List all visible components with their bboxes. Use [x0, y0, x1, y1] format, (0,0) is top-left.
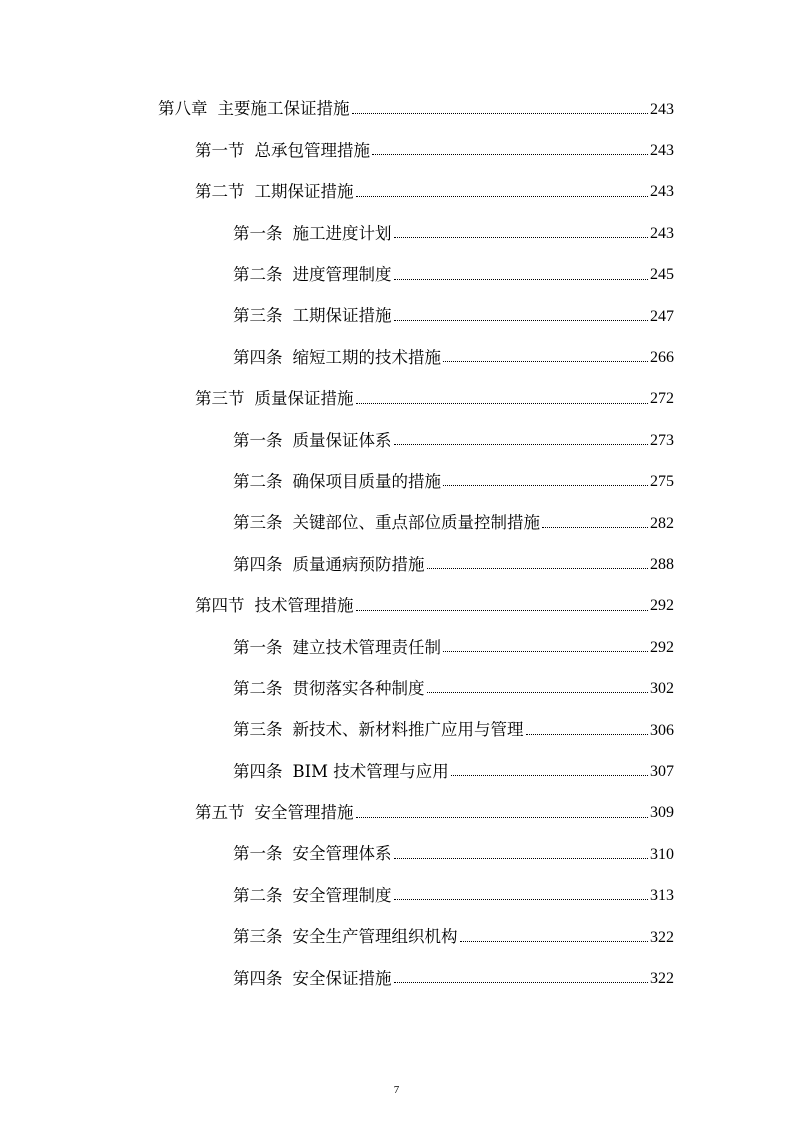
toc-entry-line — [233, 722, 674, 739]
toc-dot-leader — [427, 567, 649, 569]
toc-entry-line — [233, 678, 674, 698]
toc-entry-page: 275 — [650, 473, 674, 491]
toc-entry-title: 施工进度计划 — [292, 223, 392, 243]
toc-entry[interactable] — [0, 586, 793, 627]
toc-entry-page: 306 — [650, 721, 674, 739]
toc-entry-line — [233, 761, 674, 781]
toc-entry-number: 第五节 — [195, 803, 245, 823]
toc-entry-title: 确保项目质量的措施 — [292, 471, 441, 491]
toc-entry-title: 安全管理制度 — [292, 885, 392, 905]
toc-dot-leader — [460, 940, 649, 942]
toc-entry-line — [195, 184, 674, 201]
toc-entry-page: 288 — [650, 555, 674, 573]
toc-entry[interactable] — [0, 627, 793, 668]
toc-dot-leader — [427, 691, 649, 693]
toc-dot-leader — [372, 153, 648, 155]
toc-entry-title: 技术管理措施 — [254, 596, 354, 616]
toc-dot-leader — [394, 443, 649, 445]
toc-entry-line — [233, 554, 674, 574]
toc-entry-title: 新技术、新材料推广应用与管理 — [292, 720, 524, 740]
toc-entry-number: 第八章 — [158, 99, 208, 119]
toc-dot-leader — [394, 981, 649, 983]
toc-entry-line — [195, 598, 674, 615]
toc-entry-number: 第一条 — [233, 430, 283, 450]
toc-entry-line — [233, 929, 674, 946]
toc-entry[interactable] — [0, 255, 793, 296]
toc-entry-number: 第四节 — [195, 596, 245, 616]
toc-entry-line — [233, 308, 674, 325]
toc-entry-page: 292 — [650, 597, 674, 615]
toc-entry-line — [233, 430, 674, 450]
toc-dot-leader — [443, 484, 648, 486]
toc-dot-leader — [394, 857, 649, 859]
toc-entry-title: 安全生产管理组织机构 — [292, 927, 458, 947]
toc-entry-number: 第四条 — [233, 761, 283, 781]
toc-entry-number: 第一节 — [195, 140, 245, 160]
toc-entry-number: 第四条 — [233, 347, 283, 367]
toc-entry-page: 313 — [650, 887, 674, 905]
toc-entry-number: 第二条 — [233, 471, 283, 491]
toc-dot-leader — [451, 774, 648, 776]
toc-entry-page: 245 — [650, 266, 674, 284]
toc-dot-leader — [394, 236, 649, 238]
page-number: 7 — [393, 1084, 400, 1096]
toc-entry-page: 243 — [650, 100, 674, 118]
toc-entry-page: 273 — [650, 431, 674, 449]
toc-entry[interactable] — [0, 296, 793, 337]
toc-entry[interactable] — [0, 337, 793, 378]
toc-entry-title: 质量保证体系 — [292, 430, 392, 450]
toc-entry-title: 工期保证措施 — [254, 182, 354, 202]
toc-entry[interactable] — [0, 875, 793, 916]
toc-dot-leader — [394, 898, 649, 900]
toc-entry-title: 贯彻落实各种制度 — [292, 678, 425, 698]
toc-entry-line — [195, 140, 674, 160]
toc-entry-number: 第三节 — [195, 389, 245, 409]
toc-entry-number: 第一条 — [233, 637, 283, 657]
toc-entry[interactable] — [0, 710, 793, 751]
toc-entry-title: 安全管理措施 — [254, 803, 354, 823]
toc-entry-line — [233, 347, 674, 367]
toc-entry-page: 292 — [650, 638, 674, 656]
toc-entry-line — [233, 637, 674, 657]
toc-entry-title: 质量保证措施 — [254, 389, 354, 409]
table-of-contents — [0, 89, 793, 1000]
toc-entry-page: 243 — [650, 183, 674, 201]
toc-entry-page: 322 — [650, 928, 674, 946]
toc-entry-page: 243 — [650, 224, 674, 242]
toc-entry-number: 第三条 — [233, 927, 283, 947]
toc-dot-leader — [352, 112, 649, 114]
toc-dot-leader — [443, 360, 648, 362]
toc-entry-title: 工期保证措施 — [292, 306, 392, 326]
toc-entry-number: 第三条 — [233, 306, 283, 326]
toc-entry-page: 247 — [650, 307, 674, 325]
toc-entry-page: 310 — [650, 845, 674, 863]
toc-entry-line — [233, 968, 674, 988]
toc-entry-line — [233, 267, 674, 284]
toc-entry[interactable] — [0, 503, 793, 544]
toc-entry-number: 第二条 — [233, 885, 283, 905]
toc-entry-number: 第三条 — [233, 720, 283, 740]
toc-entry[interactable] — [0, 172, 793, 213]
toc-dot-leader — [356, 195, 649, 197]
toc-entry[interactable] — [0, 668, 793, 709]
toc-entry-title: BIM 技术管理与应用 — [292, 761, 449, 781]
toc-entry-number: 第四条 — [233, 968, 283, 988]
toc-entry[interactable] — [0, 213, 793, 254]
toc-dot-leader — [526, 733, 649, 735]
toc-entry-line — [195, 391, 674, 408]
toc-entry-line — [158, 101, 674, 118]
toc-entry-line — [233, 885, 674, 905]
toc-entry-number: 第一条 — [233, 844, 283, 864]
toc-entry-page: 322 — [650, 969, 674, 987]
toc-entry-page: 307 — [650, 762, 674, 780]
toc-dot-leader — [356, 402, 649, 404]
toc-entry[interactable] — [0, 958, 793, 999]
toc-entry-number: 第二条 — [233, 265, 283, 284]
toc-entry-title: 总承包管理措施 — [254, 140, 370, 160]
toc-entry[interactable] — [0, 89, 793, 130]
toc-dot-leader — [443, 650, 648, 652]
toc-entry-page: 282 — [650, 514, 674, 532]
toc-entry-title: 主要施工保证措施 — [217, 99, 350, 119]
toc-entry-title: 关键部位、重点部位质量控制措施 — [292, 513, 540, 533]
toc-entry-number: 第二条 — [233, 678, 283, 698]
toc-dot-leader — [394, 319, 649, 321]
toc-entry[interactable] — [0, 462, 793, 503]
toc-dot-leader — [542, 526, 648, 528]
toc-entry[interactable] — [0, 544, 793, 585]
toc-entry[interactable] — [0, 420, 793, 461]
toc-entry-number: 第二节 — [195, 182, 245, 202]
toc-entry[interactable] — [0, 917, 793, 958]
toc-entry-page: 302 — [650, 680, 674, 698]
toc-dot-leader — [394, 278, 649, 280]
toc-entry-line — [233, 471, 674, 491]
toc-entry-page: 243 — [650, 142, 674, 160]
toc-entry-line — [233, 223, 674, 243]
toc-dot-leader — [356, 816, 649, 818]
toc-entry-title: 建立技术管理责任制 — [292, 637, 441, 657]
toc-entry-line — [233, 515, 674, 532]
toc-entry-title: 安全管理体系 — [292, 844, 392, 864]
toc-entry[interactable] — [0, 793, 793, 834]
toc-entry-page: 266 — [650, 349, 674, 367]
toc-entry-title: 安全保证措施 — [292, 968, 392, 988]
toc-entry[interactable] — [0, 751, 793, 792]
toc-entry[interactable] — [0, 379, 793, 420]
toc-entry-title: 缩短工期的技术措施 — [292, 347, 441, 367]
toc-entry-title: 质量通病预防措施 — [292, 554, 425, 574]
toc-entry-page: 272 — [650, 390, 674, 408]
toc-entry-line — [233, 846, 674, 863]
toc-entry-number: 第三条 — [233, 513, 283, 533]
toc-entry-line — [195, 805, 674, 822]
toc-entry[interactable] — [0, 834, 793, 875]
toc-dot-leader — [356, 609, 649, 611]
toc-entry-number: 第一条 — [233, 223, 283, 243]
toc-entry-page: 309 — [650, 804, 674, 822]
toc-entry[interactable] — [0, 130, 793, 171]
toc-entry-title: 进度管理制度 — [292, 265, 392, 284]
toc-entry-number: 第四条 — [233, 554, 283, 574]
